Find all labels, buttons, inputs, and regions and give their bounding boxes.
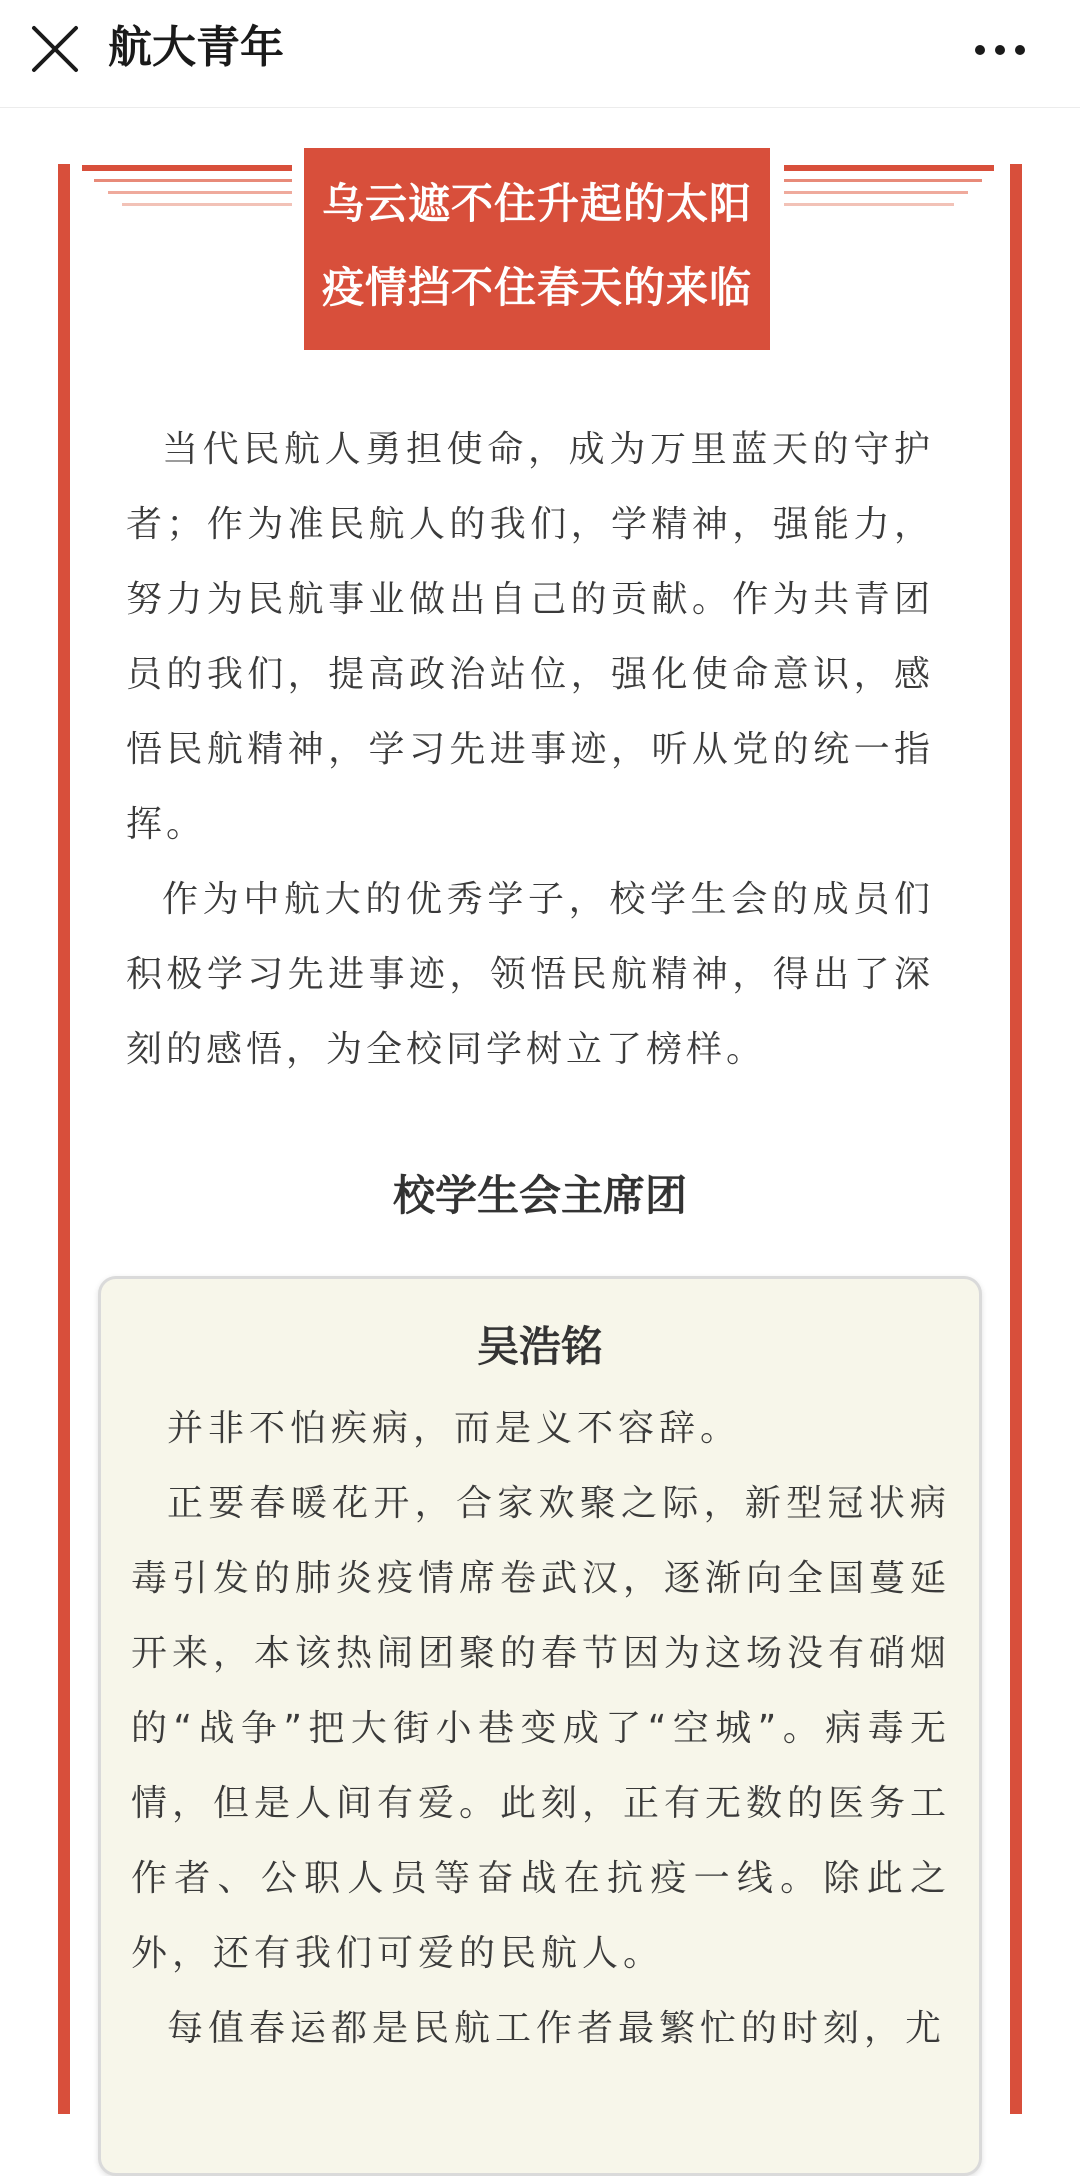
intro-text: [126, 412, 934, 1087]
decor-stripe: [94, 179, 292, 182]
frame-border-right: [1010, 164, 1022, 2114]
headline-line-2: 疫情挡不住春天的来临: [321, 263, 752, 312]
frame-border-left: [58, 164, 70, 2114]
statement-paragraph: 正要春暖花开，合家欢聚之际，新型冠状病毒引发的肺炎疫情席卷武汉，逐渐向全国蔓延开来，本该热闹团聚的春节因为这场没有硝烟的“战争”把大街小巷变成了“空城”。病毒无情，但是人间有爱。此刻，正有无数的医务工作者、公职人员等奋战在抗疫一线。除此之外，还有我们可爱的民航人。: [131, 1483, 952, 1974]
headline-line-1: 乌云遮不住升起的太阳: [321, 179, 752, 228]
member-card: [98, 1276, 982, 2176]
decor-stripe: [784, 179, 982, 182]
decor-stripe: [108, 191, 292, 194]
close-button[interactable]: [28, 22, 82, 76]
decor-stripe: [784, 165, 994, 171]
decor-stripe: [122, 203, 292, 206]
statement-paragraph: 每值春运都是民航工作者最繁忙的时刻，尤: [167, 2008, 947, 2049]
statement-paragraph: 并非不怕疾病，而是义不容辞。: [167, 1408, 742, 1449]
section-title: 校学生会主席团: [392, 1171, 687, 1220]
decor-stripe: [784, 203, 954, 206]
more-dots-icon: [970, 30, 1030, 70]
close-icon: [28, 22, 82, 76]
member-statement: [131, 1391, 951, 2066]
decor-stripe: [784, 191, 968, 194]
top-bar: [0, 0, 1080, 108]
intro-paragraph: 作为中航大的优秀学子，校学生会的成员们积极学习先进事迹，领悟民航精神，得出了深刻的感悟，为全校同学树立了榜样。: [126, 879, 934, 1070]
article-frame: [0, 108, 1080, 2102]
headline-banner: [304, 148, 770, 350]
decor-stripe: [82, 165, 292, 171]
member-name: 吴浩铭: [476, 1322, 603, 1371]
page-title: 航大青年: [108, 22, 284, 73]
intro-paragraph: 当代民航人勇担使命，成为万里蓝天的守护者；作为准民航人的我们，学精神，强能力，努力为民航事业做出自己的贡献。作为共青团员的我们，提高政治站位，强化使命意识，感悟民航精神，学习先进事迹，听从党的统一指挥。: [126, 429, 934, 845]
more-button[interactable]: [970, 30, 1030, 70]
